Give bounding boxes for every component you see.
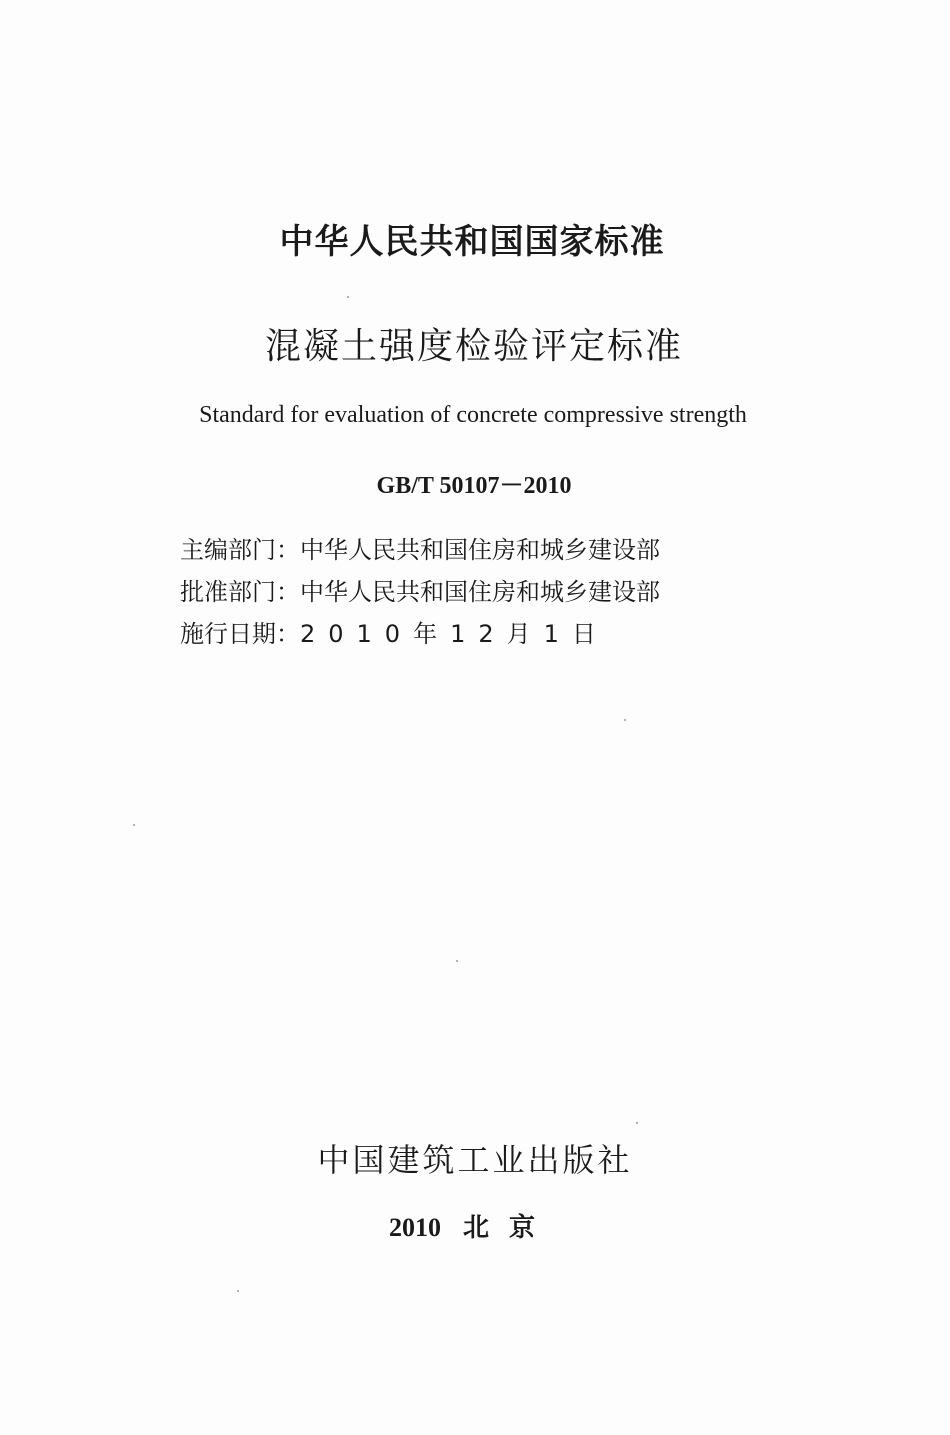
editor-value: 中华人民共和国住房和城乡建设部 [300, 536, 660, 564]
publisher-name: 中国建筑工业出版社 [317, 1141, 633, 1179]
publication-line [0, 1207, 947, 1244]
publication-city: 北京 [462, 1213, 555, 1243]
standard-metadata [180, 530, 780, 656]
scan-speck [456, 960, 458, 962]
effective-date-label: 施行日期： [180, 620, 300, 648]
scan-speck [624, 719, 626, 721]
approver-label: 批准部门： [180, 578, 300, 606]
national-standard-heading: 中华人民共和国国家标准 [279, 222, 665, 262]
approver-value: 中华人民共和国住房和城乡建设部 [300, 578, 660, 606]
standard-title-chinese: 混凝土强度检验评定标准 [264, 326, 683, 367]
effective-date-row [180, 614, 780, 656]
standard-code: GB/T 50107－2010 [376, 473, 572, 499]
effective-date-value: 2010年12月1日 [300, 620, 609, 648]
publication-year: 2010 [388, 1213, 441, 1242]
standard-title-english: Standard for evaluation of concrete compressive strength [199, 402, 747, 428]
scan-speck [347, 296, 349, 298]
editor-label: 主编部门： [180, 536, 300, 564]
editor-row [180, 530, 780, 572]
approver-row [180, 572, 780, 614]
scan-speck [237, 1290, 239, 1292]
scan-speck [636, 1122, 638, 1124]
scan-speck [133, 824, 135, 826]
